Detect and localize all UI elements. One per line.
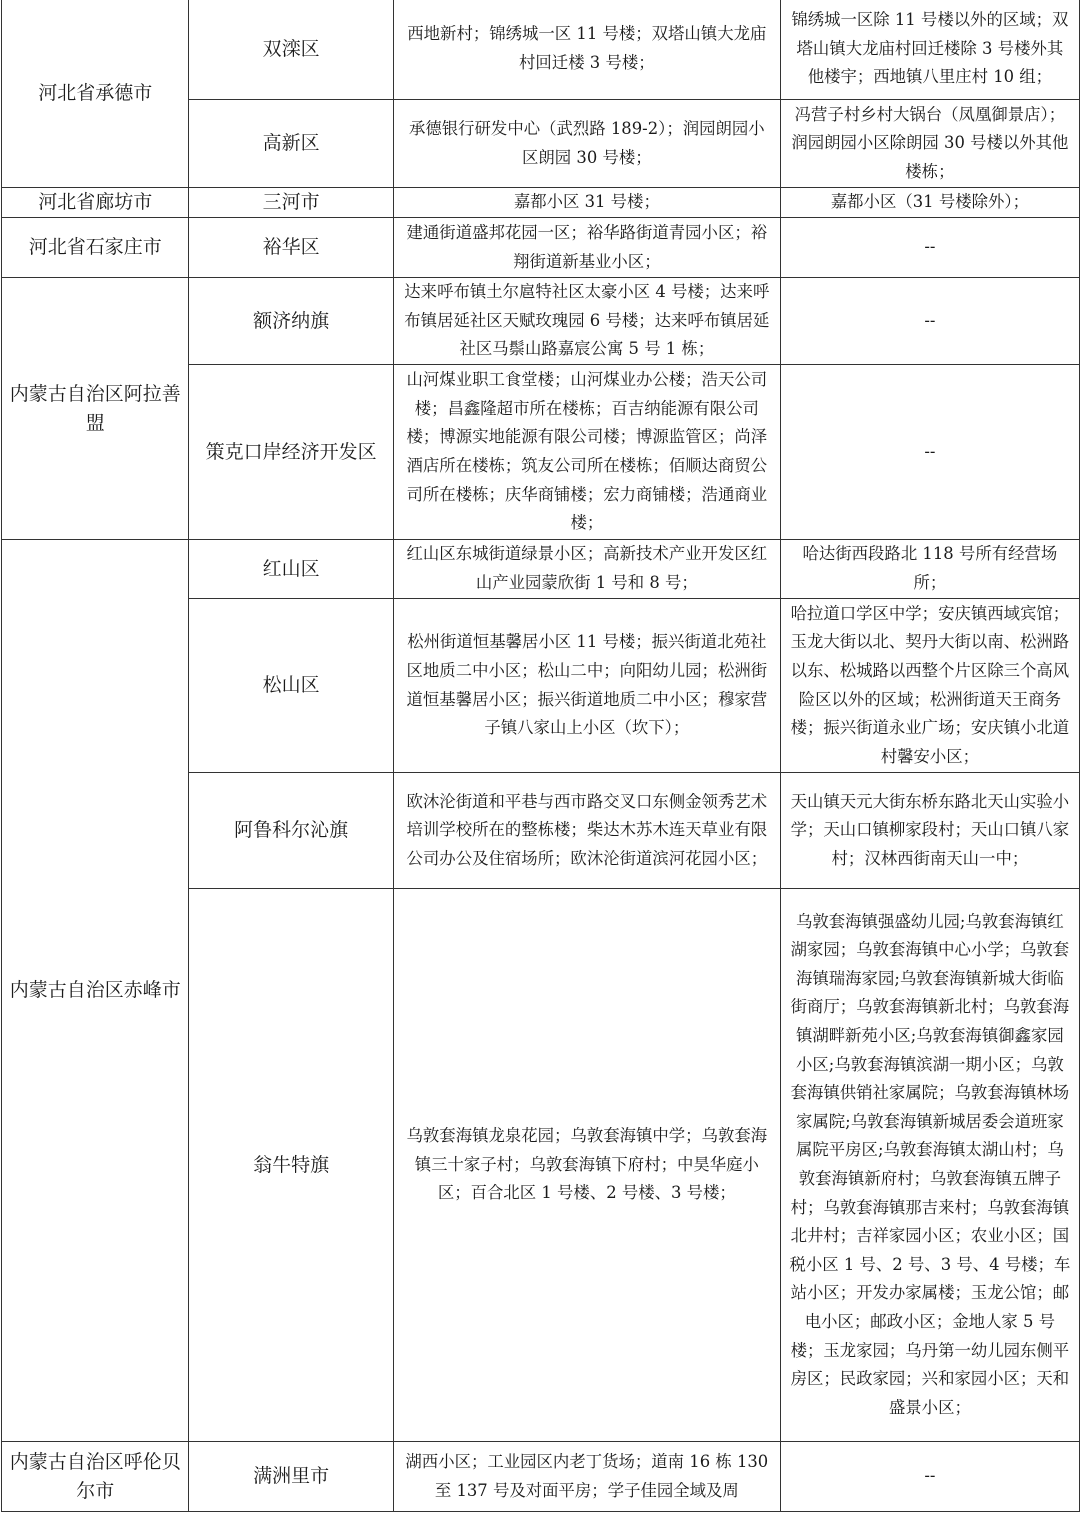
medium-risk-cell: -- bbox=[780, 365, 1079, 540]
high-risk-cell: 西地新村；锦绣城一区 11 号楼；双塔山镇大龙庙村回迁楼 3 号楼； bbox=[393, 0, 780, 100]
city-cell: 内蒙古自治区阿拉善盟 bbox=[2, 278, 189, 540]
table-row bbox=[2, 278, 1080, 365]
city-cell: 河北省承德市 bbox=[2, 0, 189, 188]
table-row bbox=[2, 540, 1080, 599]
medium-risk-cell: 冯营子村乡村大锅台（凤凰御景店）；润园朗园小区除朗园 30 号楼以外其他楼栋； bbox=[780, 100, 1079, 188]
city-cell: 内蒙古自治区赤峰市 bbox=[2, 540, 189, 1442]
district-cell: 松山区 bbox=[189, 599, 393, 773]
medium-risk-cell: -- bbox=[780, 218, 1079, 278]
medium-risk-cell: -- bbox=[780, 1442, 1079, 1512]
high-risk-cell: 建通街道盛邦花园一区；裕华路街道青园小区；裕翔街道新基业小区； bbox=[393, 218, 780, 278]
table-row bbox=[2, 0, 1080, 100]
medium-risk-cell: 天山镇天元大街东桥东路北天山实验小学；天山口镇柳家段村；天山口镇八家村；汉林西街南天山一中； bbox=[780, 773, 1079, 889]
medium-risk-cell: 哈达街西段路北 118 号所有经营场所； bbox=[780, 540, 1079, 599]
high-risk-cell: 红山区东城街道绿景小区；高新技术产业开发区红山产业园蒙欣街 1 号和 8 号； bbox=[393, 540, 780, 599]
medium-risk-cell: 哈拉道口学区中学；安庆镇西域宾馆；玉龙大街以北、契丹大街以南、松洲路以东、松城路以西整个片区除三个高风险区以外的区域；松洲街道天王商务楼；振兴街道永业广场；安庆镇小北道村馨安小区； bbox=[780, 599, 1079, 773]
medium-risk-cell: -- bbox=[780, 278, 1079, 365]
district-cell: 策克口岸经济开发区 bbox=[189, 365, 393, 540]
high-risk-cell: 欧沐沦街道和平巷与西市路交叉口东侧金领秀艺术培训学校所在的整栋楼；柴达木苏木连天草业有限公司办公及住宿场所；欧沐沦街道滨河花园小区； bbox=[393, 773, 780, 889]
district-cell: 双滦区 bbox=[189, 0, 393, 100]
district-cell: 高新区 bbox=[189, 100, 393, 188]
district-cell: 额济纳旗 bbox=[189, 278, 393, 365]
risk-area-table bbox=[1, 0, 1080, 1512]
district-cell: 翁牛特旗 bbox=[189, 889, 393, 1442]
medium-risk-cell: 乌敦套海镇强盛幼儿园;乌敦套海镇红湖家园；乌敦套海镇中心小学；乌敦套海镇瑞海家园;乌敦套海镇新城大街临街商厅；乌敦套海镇新北村；乌敦套海镇湖畔新苑小区;乌敦套海镇御鑫家园小区;乌敦套海镇滨湖一期小区；乌敦套海镇供销社家属院；乌敦套海镇林场家属院;乌敦套海镇新城居委会道班家属院平房区;乌敦套海镇太湖山村；乌敦套海镇新府村；乌敦套海镇五牌子村；乌敦套海镇那吉来村；乌敦套海镇北井村；吉祥家园小区；农业小区；国税小区 1 号、2 号、3 号、4 号楼；车站小区；开发办家属楼；玉龙公馆；邮电小区；邮政小区；金地人家 5 号楼；玉龙家园；乌丹第一幼儿园东侧平房区；民政家园；兴和家园小区；天和盛景小区； bbox=[780, 889, 1079, 1442]
high-risk-cell: 达来呼布镇土尔扈特社区太豪小区 4 号楼；达来呼布镇居延社区天赋玫瑰园 6 号楼；达来呼布镇居延社区马鬃山路嘉宸公寓 5 号 1 栋； bbox=[393, 278, 780, 365]
high-risk-cell: 山河煤业职工食堂楼；山河煤业办公楼；浩天公司楼；昌鑫隆超市所在楼栋；百吉纳能源有限公司楼；博源实地能源有限公司楼；博源监管区；尚泽酒店所在楼栋；筑友公司所在楼栋；佰顺达商贸公司所在楼栋；庆华商铺楼；宏力商铺楼；浩通商业楼； bbox=[393, 365, 780, 540]
high-risk-cell: 乌敦套海镇龙泉花园；乌敦套海镇中学；乌敦套海镇三十家子村；乌敦套海镇下府村；中昊华庭小区；百合北区 1 号楼、2 号楼、3 号楼； bbox=[393, 889, 780, 1442]
high-risk-cell: 承德银行研发中心（武烈路 189-2）；润园朗园小区朗园 30 号楼； bbox=[393, 100, 780, 188]
medium-risk-cell: 嘉都小区（31 号楼除外）； bbox=[780, 188, 1079, 218]
city-cell: 内蒙古自治区呼伦贝尔市 bbox=[2, 1442, 189, 1512]
city-cell: 河北省廊坊市 bbox=[2, 188, 189, 218]
table-row bbox=[2, 1442, 1080, 1512]
table-row bbox=[2, 218, 1080, 278]
table-row bbox=[2, 188, 1080, 218]
district-cell: 红山区 bbox=[189, 540, 393, 599]
district-cell: 三河市 bbox=[189, 188, 393, 218]
high-risk-cell: 嘉都小区 31 号楼； bbox=[393, 188, 780, 218]
district-cell: 裕华区 bbox=[189, 218, 393, 278]
high-risk-cell: 湖西小区；工业园区内老丁货场；道南 16 栋 130 至 137 号及对面平房；学子佳园全域及周 bbox=[393, 1442, 780, 1512]
high-risk-cell: 松州街道恒基馨居小区 11 号楼；振兴街道北苑社区地质二中小区；松山二中；向阳幼儿园；松洲街道恒基馨居小区；振兴街道地质二中小区；穆家营子镇八家山上小区（坎下）； bbox=[393, 599, 780, 773]
district-cell: 阿鲁科尔沁旗 bbox=[189, 773, 393, 889]
medium-risk-cell: 锦绣城一区除 11 号楼以外的区域；双塔山镇大龙庙村回迁楼除 3 号楼外其他楼宇；西地镇八里庄村 10 组； bbox=[780, 0, 1079, 100]
district-cell: 满洲里市 bbox=[189, 1442, 393, 1512]
city-cell: 河北省石家庄市 bbox=[2, 218, 189, 278]
